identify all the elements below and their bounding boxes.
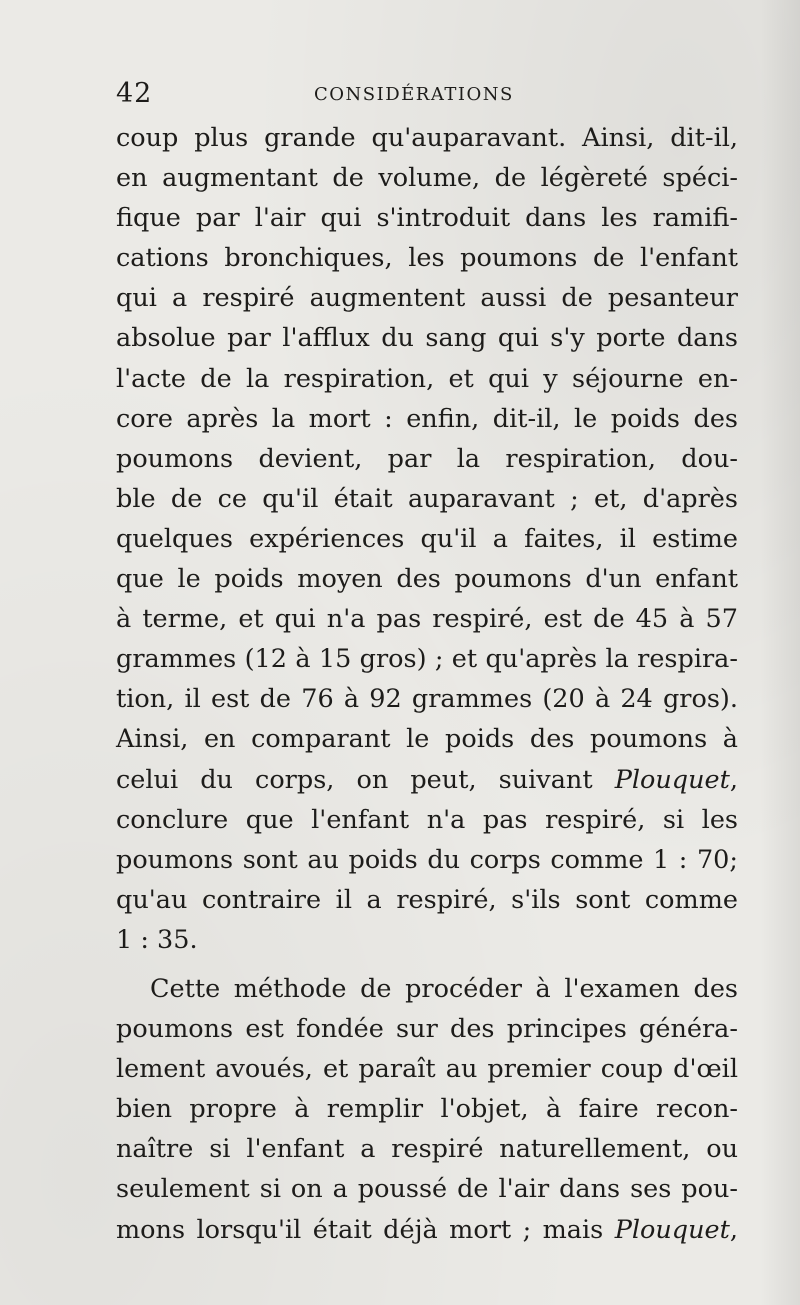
page-header [116, 76, 736, 112]
text-line: qui a respiré augmentent aussi de pesanteur [116, 283, 738, 314]
author-name-italic: Plouquet [614, 764, 730, 795]
text-line: cations bronchiques, les poumons de l'enfant [116, 243, 738, 274]
author-name-italic: Plouquet [614, 1214, 730, 1245]
text-line: seulement si on a poussé de l'air dans ses pou- [116, 1174, 738, 1205]
text-line: naître si l'enfant a respiré naturellement, ou [116, 1134, 738, 1165]
text-line: absolue par l'afflux du sang qui s'y porte dans [116, 323, 738, 354]
text-line: Cette méthode de procéder à l'examen des [150, 973, 738, 1004]
text-line: quelques expériences qu'il a faites, il estime [116, 523, 738, 554]
text-line: core après la mort : enfin, dit-il, le poids des [116, 403, 738, 434]
text-line: lement avoués, et paraît au premier coup d'œil [116, 1054, 738, 1085]
text-line: que le poids moyen des poumons d'un enfant [116, 564, 738, 595]
text-line: poumons devient, par la respiration, dou- [116, 443, 738, 474]
paragraph-gap [116, 960, 738, 969]
paragraph-2 [116, 969, 738, 1250]
text-line: en augmentant de volume, de légèreté spéci- [116, 163, 738, 194]
text-line: qu'au contraire il a respiré, s'ils sont comme [116, 884, 738, 915]
text-line: poumons est fondée sur des principes généra- [116, 1014, 738, 1045]
body-text [116, 118, 738, 1250]
running-head: CONSIDÉRATIONS [314, 84, 514, 105]
text-line: 1 : 35. [116, 924, 198, 955]
page-number: 42 [116, 78, 153, 109]
text-line: conclure que l'enfant n'a pas respiré, si les [116, 804, 738, 835]
text-line: bien propre à remplir l'objet, à faire recon- [116, 1094, 738, 1125]
text-line: mons lorsqu'il était déjà mort ; mais Plouquet, [116, 1214, 738, 1245]
page-edge-shadow [760, 0, 800, 1305]
text-line: poumons sont au poids du corps comme 1 : 70; [116, 844, 738, 875]
text-line: celui du corps, on peut, suivant Plouquet, [116, 764, 738, 795]
text-line: fique par l'air qui s'introduit dans les ramifi- [116, 203, 738, 234]
text-line: grammes (12 à 15 gros) ; et qu'après la respira- [116, 644, 738, 675]
text-line: à terme, et qui n'a pas respiré, est de 45 à 57 [116, 604, 738, 635]
text-line: coup plus grande qu'auparavant. Ainsi, dit-il, [116, 123, 738, 153]
text-line: tion, il est de 76 à 92 grammes (20 à 24 gros). [116, 684, 738, 715]
text-line: l'acte de la respiration, et qui y séjourne en- [116, 363, 738, 394]
text-line: Ainsi, en comparant le poids des poumons à [116, 724, 738, 755]
paragraph-1 [116, 118, 738, 960]
text-line: ble de ce qu'il était auparavant ; et, d'après [116, 483, 738, 514]
